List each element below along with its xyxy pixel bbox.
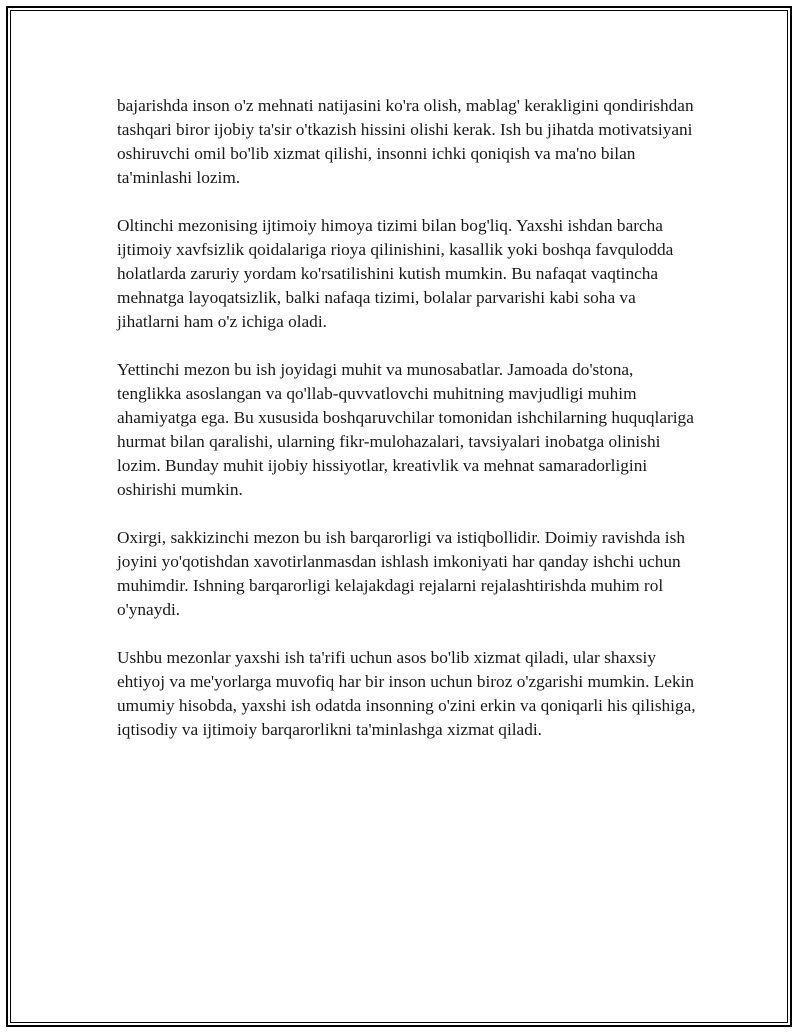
paragraph: bajarishda inson o'z mehnati natijasini ko'ra olish, mablag' kerakligini qondirishdan tashqari biror ijobiy ta'sir o'tkazish hissini olishi kerak. Ish bu jihatda motivatsiyani oshiruvchi omil bo'lib xizmat qilishi, insonni ichki qoniqish va ma'no bilan ta'minlashi lozim. xyxy=(117,96,694,187)
paragraph: Oxirgi, sakkizinchi mezon bu ish barqarorligi va istiqbollidir. Doimiy ravishda ish joyini yo'qotishdan xavotirlanmasdan ishlash imkoniyati har qanday ishchi uchun muhimdir. Ishning barqarorligi kelajakdagi rejalarni rejalashtirishda muhim rol o'ynaydi. xyxy=(117,528,685,619)
document-body xyxy=(117,94,697,766)
paragraph: Oltinchi mezonising ijtimoiy himoya tizimi bilan bog'liq. Yaxshi ishdan barcha ijtimoiy xavfsizlik qoidalariga rioya qilinishini, kasallik yoki boshqa favqulodda holatlarda zaruriy yordam ko'rsatilishini kutish mumkin. Bu nafaqat vaqtincha mehnatga layoqatsizlik, balki nafaqa tizimi, bolalar parvarishi kabi soha va jihatlarni ham o'z ichiga oladi. xyxy=(117,216,674,331)
paragraph: Ushbu mezonlar yaxshi ish ta'rifi uchun asos bo'lib xizmat qiladi, ular shaxsiy ehtiyoj va me'yorlarga muvofiq har bir inson uchun biroz o'zgarishi mumkin. Lekin umumiy hisobda, yaxshi ish odatda insonning o'zini erkin va qoniqarli his qilishiga, iqtisodiy va ijtimoiy barqarorlikni ta'minlashga xizmat qiladi. xyxy=(117,648,696,739)
paragraph: Yettinchi mezon bu ish joyidagi muhit va munosabatlar. Jamoada do'stona, tenglikka asoslangan va qo'llab-quvvatlovchi muhitning mavjudligi muhim ahamiyatga ega. Bu xususida boshqaruvchilar tomonidan ishchilarning huquqlariga hurmat bilan qaralishi, ularning fikr-mulohazalari, tavsiyalari inobatga olinishi lozim. Bunday muhit ijobiy hissiyotlar, kreativlik va mehnat samaradorligini oshirishi mumkin. xyxy=(117,360,694,499)
